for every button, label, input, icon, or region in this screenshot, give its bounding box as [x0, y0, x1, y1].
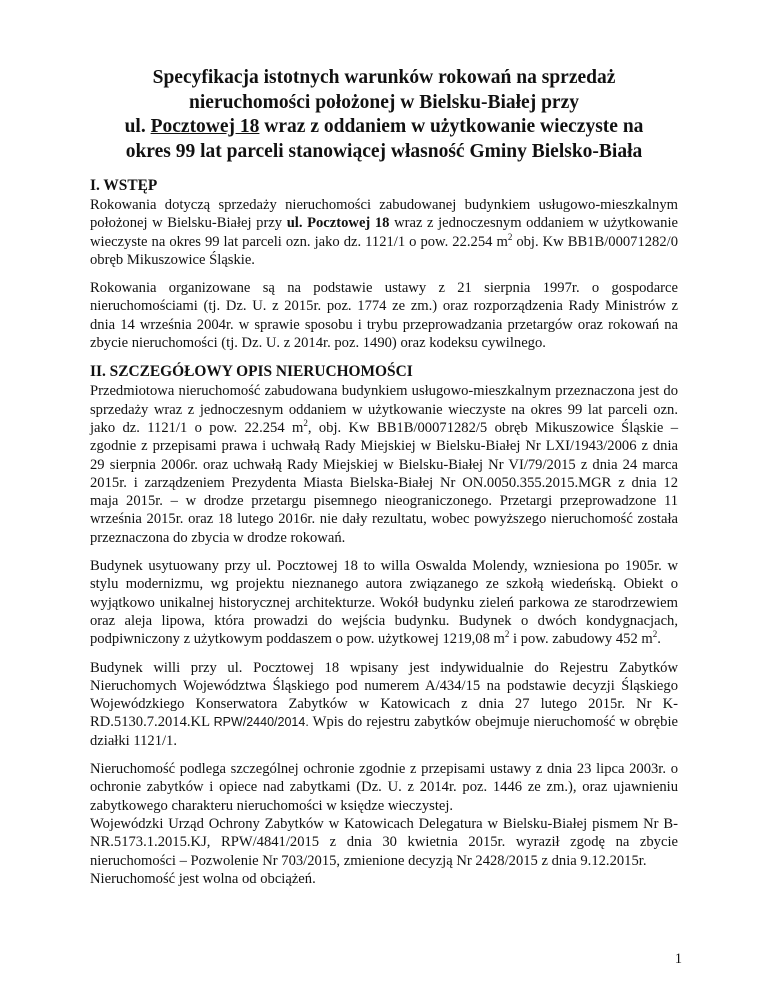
s1p1-bold-address: ul. Pocztowej 18 — [286, 215, 390, 232]
s2p3-text-b: Wpis do rejestru zabytków obejmuje nieruchomość w obrębie działki 1121/1. — [90, 714, 678, 749]
section-2-paragraph-4: Nieruchomość podlega szczególnej ochronie zgodnie z przepisami ustawy z dnia 23 lipca 2003r. o ochronie zabytków i opiece nad zabytkami (Dz. U. z 2014r. poz. 1446 ze zm.), oraz ujawnieniu zabytkowego charakteru nieruchomości w księdze wieczystej. — [90, 761, 678, 814]
title-line-3 — [100, 115, 668, 140]
s2p2-text-b: i pow. zabudowy 452 m — [509, 631, 653, 648]
title-line-1: Specyfikacja istotnych warunków rokowań na sprzedaż — [152, 67, 616, 88]
title-line-2: nieruchomości położonej w Bielsku-Białej przy — [189, 91, 579, 113]
s2p2-superscript-2: 2 — [652, 629, 658, 640]
s2p2-superscript-1: 2 — [504, 629, 510, 640]
title-line-3-suffix: wraz z oddaniem w użytkowanie wieczyste na — [259, 116, 644, 137]
s2p1-text-b: , obj. Kw BB1B/00071282/5 obręb Mikuszowice Śląskie – zgodnie z przepisami prawa i uchwałą Rady Miejskiej w Bielsku-Białej Nr LXI/1943/2006 z dnia 29 sierpnia 2006r. oraz uchwałą Rady Miejskiej w Bielsku-Białej Nr VI/79/2015 z dnia 24 marca 2015r. i zarządzeniem Prezydenta Miasta Bielska-Białej Nr ON.0050.355.2015.MGR z dnia 12 maja 2015r. – w drodze przetargu pisemnego nieograniczonego. Przetargi przeprowadzone 11 września 2015r. oraz 18 lutego 2016r. nie dały rezultatu, wobec powyższego nieruchomość została przeznaczona do zbycia w drodze rokowań. — [90, 419, 678, 546]
section-2-paragraph-1 — [90, 382, 678, 547]
document-title — [100, 66, 668, 164]
section-1-paragraph-1 — [90, 196, 678, 269]
s2p3-text-a: Budynek willi przy ul. Pocztowej 18 wpisany jest indywidualnie do Rejestru Zabytków Nieruchomych Województwa Śląskiego pod numerem A/434/15 na podstawie decyzji Śląskiego Wojewódzkiego Konserwatora Zabytków w Katowicach z dnia 27 lutego 2015r. Nr K-RD.5130.7.2014.KL — [90, 659, 678, 731]
s2p1-superscript: 2 — [303, 418, 308, 429]
s1p1-superscript: 2 — [507, 231, 513, 242]
section-1-paragraph-2: Rokowania organizowane są na podstawie ustawy z 21 sierpnia 1997r. o gospodarce nieruchomościami (tj. Dz. U. z 2015r. poz. 1774 ze zm.) oraz rozporządzenia Rady Ministrów z dnia 14 września 2004r. w sprawie sposobu i trybu przeprowadzania przetargów oraz rokowań na zbycie nieruchomości (tj. Dz. U. z 2014r. poz. 1490) oraz kodeksu cywilnego. — [90, 280, 678, 352]
s2p1-text-a: Przedmiotowa nieruchomość zabudowana budynkiem usługowo-mieszkalnym przeznaczona jest do sprzedaży wraz z jednoczesnym oddaniem w użytkowanie wieczyste na okres 99 lat parceli ozn. jako dz. 1121/1 o pow. 22.254 m — [90, 383, 678, 436]
s2p2-text-a: Budynek usytuowany przy ul. Pocztowej 18 to willa Oswalda Molendy, wzniesiona po 1905r. w stylu modernizmu, wg projektu nieznanego autora związanego ze szkołą wiedeńską. Obiekt o wyjątkowo unikalnej historycznej architekturze. Wokół budynku zieleń parkowa ze starodrzewiem oraz aleja lipowa, która prowadzi do wejścia budynku. Budynek o dwóch kondygnacjach, podpiwniczony z użytkowym poddaszem o pow. użytkowej 1219,08 m — [90, 558, 678, 648]
s2p2-text-c: . — [657, 631, 661, 648]
section-2-paragraph-2 — [90, 557, 678, 648]
s1p1-text-b: wraz z jednoczesnym oddaniem w użytkowanie wieczyste na okres 99 lat parceli ozn. jako dz. 1121/1 o pow. 22.254 m — [90, 215, 678, 250]
title-line-4: okres 99 lat parceli stanowiącej własność Gminy Bielsko-Biała — [125, 140, 643, 162]
page-number: 1 — [674, 951, 682, 967]
s1p1-text-c: obj. Kw BB1B/00071282/0 obręb Mikuszowice Śląskie. — [90, 233, 678, 268]
title-line-3-prefix: ul. — [124, 116, 151, 137]
section-2-heading: II. SZCZEGÓŁOWY OPIS NIERUCHOMOŚCI — [90, 363, 413, 381]
s2p3-rpw-reference: RPW/2440/2014. — [213, 715, 309, 730]
section-2-paragraph-6: Nieruchomość jest wolna od obciążeń. — [90, 870, 316, 887]
section-2-paragraph-5: Wojewódzki Urząd Ochrony Zabytków w Katowicach Delegatura w Bielsku-Białej pismem Nr B-NR.5173.1.2015.KJ, RPW/4841/2015 z dnia 30 kwietnia 2015r. wyraził zgodę na zbycie nieruchomości – Pozwolenie Nr 703/2015, zmienione decyzją Nr 2428/2015 z dnia 9.12.2015r. — [90, 815, 678, 869]
section-2-paragraph-3 — [90, 659, 678, 750]
section-1-heading: I. WSTĘP — [90, 177, 158, 194]
document-body — [90, 176, 678, 888]
title-street: Pocztowej 18 — [150, 116, 260, 137]
s1p1-text-a: Rokowania dotyczą sprzedaży nieruchomości zabudowanej budynkiem usługowo-mieszkalnym położonej w Bielsku-Białej przy — [90, 197, 678, 232]
